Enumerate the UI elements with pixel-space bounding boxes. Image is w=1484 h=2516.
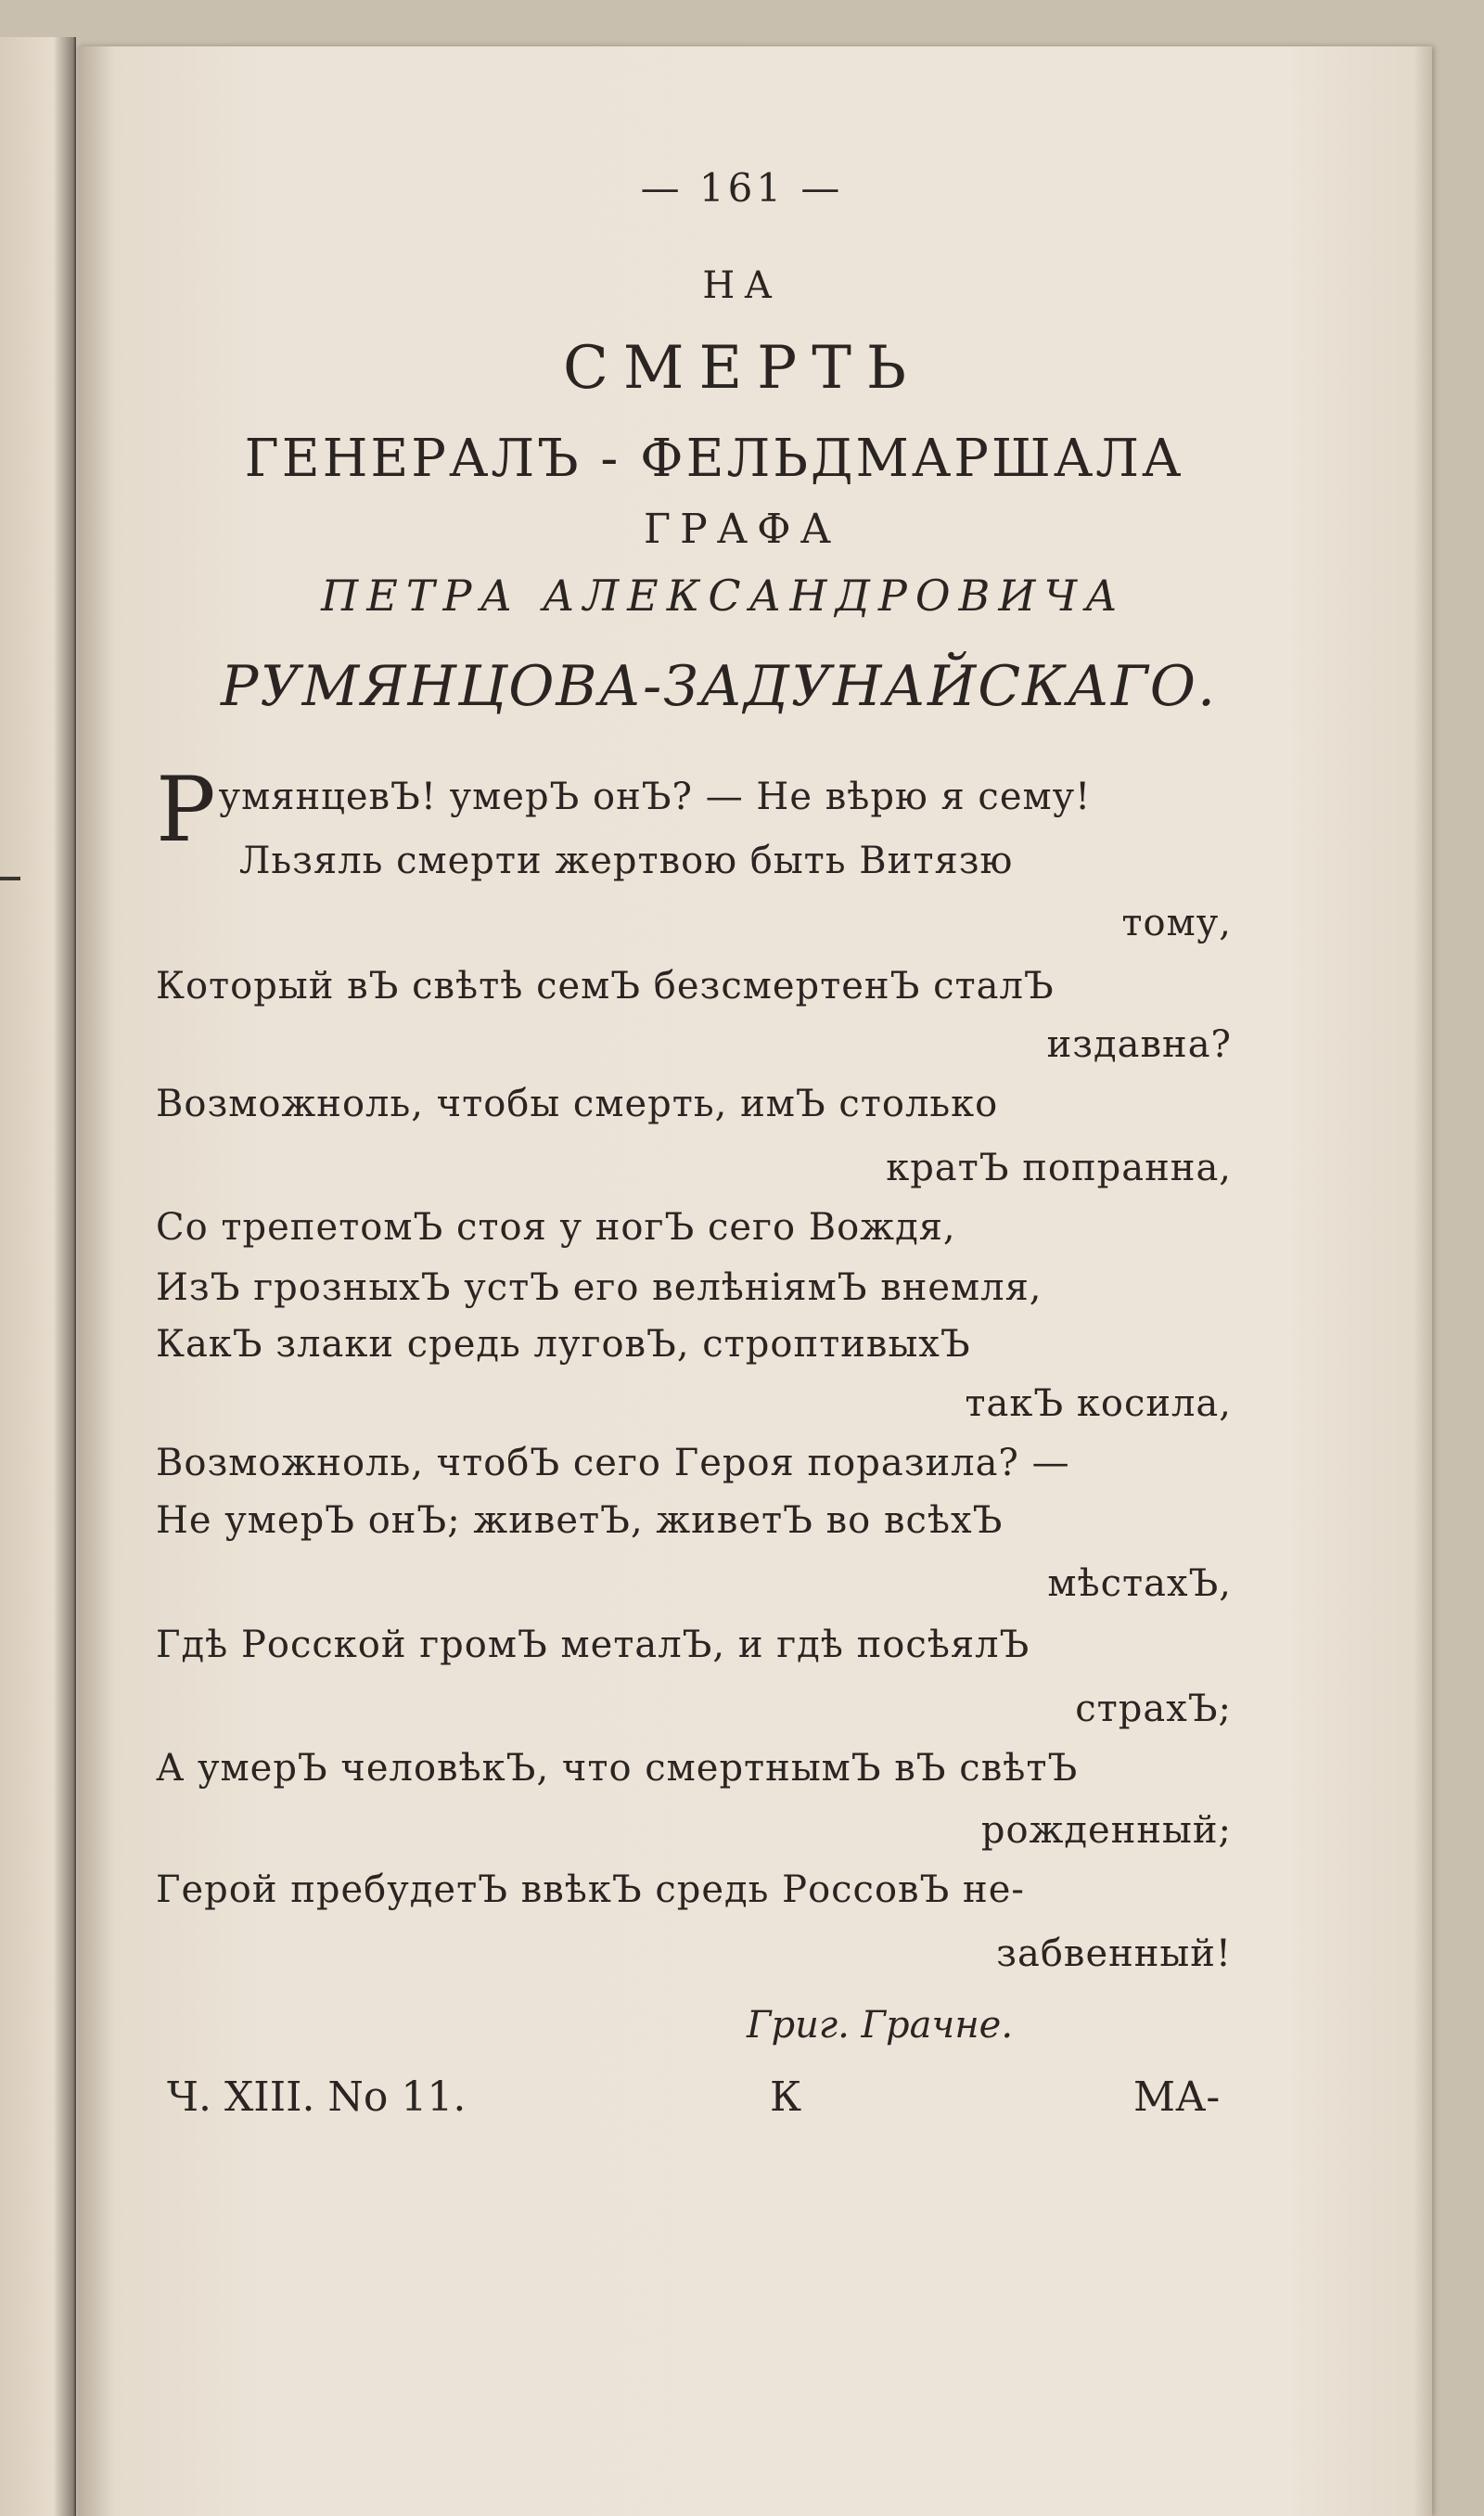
poem-line: Гдѣ Росской громЪ металЪ, и гдѣ посѣялЪ [156,1624,1030,1666]
title-line-1: НА [702,264,782,307]
drop-cap: Р [156,758,217,862]
poem-line: Со трепетомЪ стоя у ногЪ сего Вождя, [156,1206,956,1249]
poem-line: ИзЪ грозныхЪ устЪ его велѣніямЪ внемля, [156,1266,1043,1309]
previous-page-edge [0,37,76,2516]
poem-line: издавна? [1046,1023,1232,1066]
title-line-5: ПЕТРА АЛЕКСАНДРОВИЧА [321,571,1126,621]
page-number: — 161 — [640,165,844,211]
gutter-mark [0,877,20,880]
footer-signature-mark: К [770,2073,802,2121]
poem-line: Который вЪ свѣтѣ семЪ безсмертенЪ сталЪ [156,965,1055,1008]
poem-line: кратЪ попранна, [886,1147,1232,1189]
poem-line: Возможноль, чтобы смерть, имЪ столько [156,1083,999,1125]
poem-line: мѣстахЪ, [1047,1562,1232,1605]
poem-line: А умерЪ человѣкЪ, что смертнымЪ вЪ свѣтЪ [156,1747,1079,1790]
title-line-2: СМЕРТЬ [562,334,922,403]
poem-line: Возможноль, чтобЪ сего Героя поразила? — [156,1442,1070,1484]
poem-line: страхЪ; [1075,1688,1232,1730]
title-line-6: РУМЯНЦОВА-ЗАДУНАЙСКАГО. [220,654,1218,719]
poem-line: рожденный; [980,1809,1232,1852]
title-line-3: ГЕНЕРАЛЪ - ФЕЛЬДМАРШАЛА [244,429,1184,489]
poem-line: Не умерЪ онЪ; живетЪ, живетЪ во всѣхЪ [156,1499,1004,1542]
title-line-4: ГРАФА [644,506,840,553]
poem-line: такЪ косила, [965,1382,1232,1425]
poem-line: Герой пребудетЪ ввѣкЪ средь РоссовЪ не- [156,1868,1025,1911]
poem-line: Льзяль смерти жертвою быть Витязю [239,840,1014,882]
footer-part-number: Ч. XIII. No 11. [167,2073,467,2121]
author-signature: Григ. Грачне. [747,2004,1014,2047]
poem-line: тому, [1121,902,1232,944]
poem-line: КакЪ злаки средь луговЪ, строптивыхЪ [156,1323,971,1366]
poem-line: забвенный! [996,1932,1232,1975]
poem-line-text: умянцевЪ! умерЪ онЪ? — Не вѣрю я сему! [218,776,1092,818]
footer-catchword: МА- [1133,2073,1221,2121]
